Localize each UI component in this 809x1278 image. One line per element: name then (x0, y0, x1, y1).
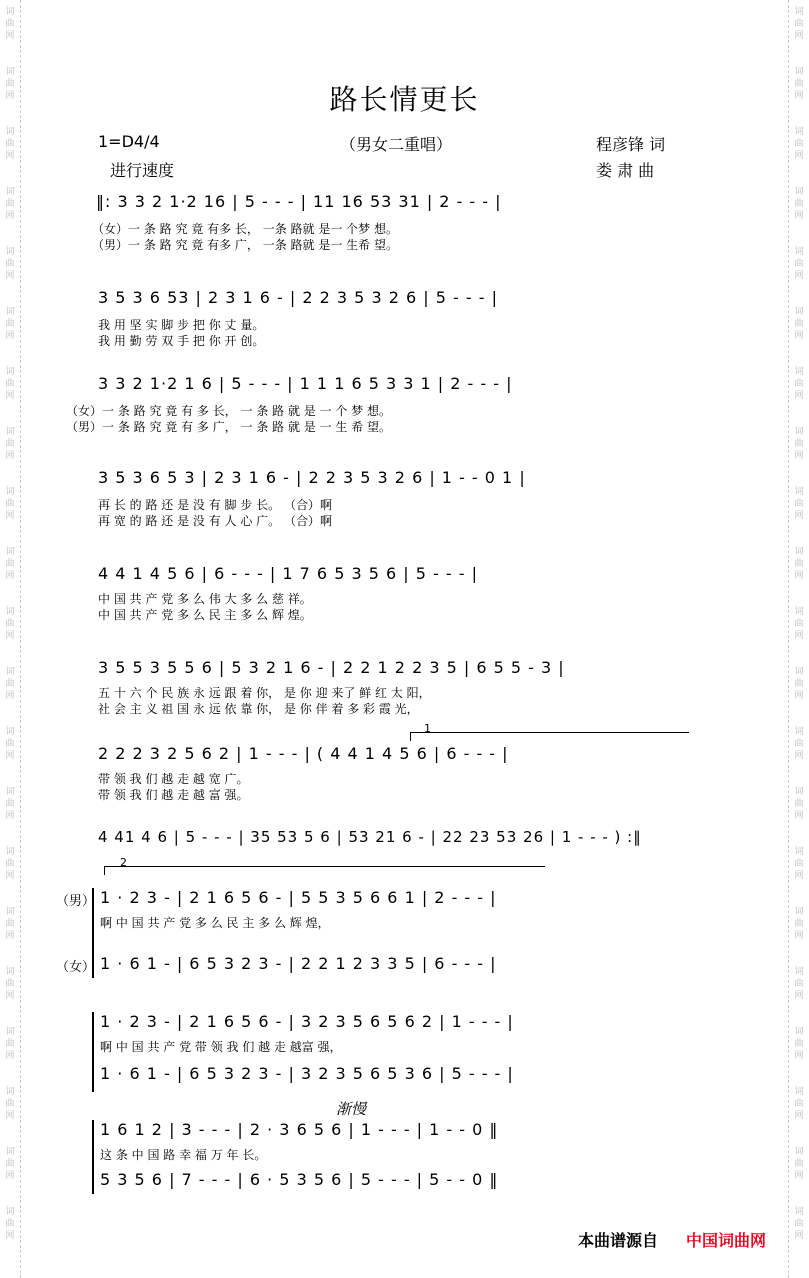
watermark-text: 词 曲 网 (794, 307, 804, 341)
watermark-text: 词 曲 网 (5, 487, 15, 521)
watermark-text: 词 曲 网 (5, 187, 15, 221)
notation-line: 3 5 3 6 53 | 2 3 1 6 - | 2 2 3 5 3 2 6 | 5 - - - | (98, 288, 498, 307)
notation-line-female: 5 3 5 6 | 7 - - - | 6 · 5 3 5 6 | 5 - - - | 5 - - 0 ‖ (100, 1170, 499, 1189)
watermark-text: 词 曲 网 (794, 547, 804, 581)
system-brace (92, 1120, 97, 1194)
lyric-line-female: （女）一 条 路 究 竟 有多 长， 一条 路就 是一 个梦 想。 (92, 222, 398, 236)
watermark-text: 词 曲 网 (794, 727, 804, 761)
watermark-text: 词 曲 网 (5, 787, 15, 821)
watermark-text: 词 曲 网 (5, 907, 15, 941)
first-ending-bracket (410, 732, 689, 741)
notation-line: 2 2 2 3 2 5 6 2 | 1 - - - | ( 4 4 1 4 5 6 | 6 - - - | (98, 744, 509, 763)
watermark-text: 词 曲 网 (794, 667, 804, 701)
lyric-line-2: 我 用 勤 劳 双 手 把 你 开 创。 (98, 334, 265, 348)
first-ending-number: 1 (424, 722, 431, 735)
watermark-text: 词 曲 网 (5, 367, 15, 401)
watermark-text: 词 曲 网 (5, 307, 15, 341)
watermark-text: 词 曲 网 (5, 127, 15, 161)
notation-line: 3 3 2 1·2 1 6 | 5 - - - | 1 1 1 6 5 3 3 1 | 2 - - - | (98, 374, 513, 393)
watermark-text: 词 曲 网 (5, 967, 15, 1001)
watermark-text: 词 曲 网 (5, 1207, 15, 1241)
lyric-line-2: 再 宽 的 路 还 是 没 有 人 心 广。 （合）啊 (98, 514, 332, 528)
watermark-text: 词 曲 网 (5, 1027, 15, 1061)
voice-label-female: （女） (56, 960, 96, 975)
source-site-name[interactable]: 中国词曲网 (686, 1231, 767, 1250)
key-signature: 1=D4/4 (98, 132, 160, 151)
notation-line-female: 1 · 6 1 - | 6 5 3 2 3 - | 2 2 1 2 3 3 5 | 6 - - - | (100, 954, 497, 973)
song-title: 路长情更长 (329, 83, 480, 116)
lyric-line-1: 五 十 六 个 民 族 永 远 跟 着 你， 是 你 迎 来了 鲜 红 太 阳， (98, 686, 431, 700)
notation-line: 4 4 1 4 5 6 | 6 - - - | 1 7 6 5 3 5 6 | 5 - - - | (98, 564, 478, 583)
notation-line: 3 5 3 6 5 3 | 2 3 1 6 - | 2 2 3 5 3 2 6 | 1 - - 0 1 | (98, 468, 526, 487)
composer-credit: 娄 肃 曲 (596, 161, 655, 180)
lyric-line-male: （男）一 条 路 究 竟 有多 广， 一条 路就 是一 生希 望。 (92, 238, 398, 252)
watermark-text: 词 曲 网 (794, 607, 804, 641)
ritardando-marking: 渐慢 (336, 1100, 367, 1118)
lyric-line-male: （男）一 条 路 究 竟 有 多 广， 一 条 路 就 是 一 生 希 望。 (66, 420, 392, 434)
voice-label-male: （男） (56, 894, 96, 909)
watermark-text: 词 曲 网 (794, 67, 804, 101)
watermark-text: 词 曲 网 (5, 727, 15, 761)
lyric-line-2: 社 会 主 义 祖 国 永 远 依 靠 你， 是 你 伴 着 多 彩 霞 光， (98, 702, 419, 716)
watermark-text: 词 曲 网 (5, 427, 15, 461)
watermark-text: 词 曲 网 (794, 7, 804, 41)
notation-line-female: 1 · 6 1 - | 6 5 3 2 3 - | 3 2 3 5 6 5 3 6 | 5 - - - | (100, 1064, 514, 1083)
lyric-line-1: 中 国 共 产 党 多 么 伟 大 多 么 慈 祥。 (98, 592, 312, 606)
lyric-line-2: 中 国 共 产 党 多 么 民 主 多 么 辉 煌。 (98, 608, 312, 622)
notation-line: 4 41 4 6 | 5 - - - | 35 53 5 6 | 53 21 6 - | 22 23 53 26 | 1 - - - ) :‖ (98, 828, 642, 846)
watermark-text: 词 曲 网 (5, 667, 15, 701)
lyric-line-1: 带 领 我 们 越 走 越 宽 广。 (98, 772, 249, 786)
watermark-text: 词 曲 网 (5, 607, 15, 641)
watermark-text: 词 曲 网 (5, 847, 15, 881)
watermark-text: 词 曲 网 (5, 1087, 15, 1121)
system-brace (92, 1012, 97, 1092)
song-subtitle: （男女二重唱） (340, 135, 453, 154)
watermark-text: 词 曲 网 (794, 247, 804, 281)
lyric-line-male: 啊 中 国 共 产 党 多 么 民 主 多 么 辉 煌， (100, 916, 330, 930)
second-ending-bracket (104, 866, 545, 875)
watermark-text: 词 曲 网 (794, 787, 804, 821)
watermark-text: 词 曲 网 (794, 847, 804, 881)
notation-line-male: 1 6 1 2 | 3 - - - | 2 · 3 6 5 6 | 1 - - - | 1 - - 0 ‖ (100, 1120, 499, 1139)
watermark-text: 词 曲 网 (5, 7, 15, 41)
watermark-text: 词 曲 网 (794, 127, 804, 161)
lyric-line-1: 再 长 的 路 还 是 没 有 脚 步 长。 （合）啊 (98, 498, 332, 512)
notation-line-male: 1 · 2 3 - | 2 1 6 5 6 - | 5 5 3 5 6 6 1 | 2 - - - | (100, 888, 497, 907)
second-ending-number: 2 (120, 856, 127, 869)
lyric-line-1: 我 用 坚 实 脚 步 把 你 丈 量。 (98, 318, 265, 332)
watermark-text: 词 曲 网 (794, 427, 804, 461)
watermark-text: 词 曲 网 (794, 367, 804, 401)
notation-line: 3 5 5 3 5 5 6 | 5 3 2 1 6 - | 2 2 1 2 2 3 5 | 6 5 5 - 3 | (98, 658, 565, 677)
source-label: 本曲谱源自 (578, 1231, 659, 1250)
watermark-text: 词 曲 网 (5, 67, 15, 101)
watermark-text: 词 曲 网 (794, 967, 804, 1001)
watermark-text: 词 曲 网 (794, 187, 804, 221)
lyric-line-female: （女）一 条 路 究 竟 有 多 长， 一 条 路 就 是 一 个 梦 想。 (66, 404, 392, 418)
lyricist-credit: 程彦锋 词 (596, 135, 666, 154)
watermark-text: 词 曲 网 (794, 907, 804, 941)
watermark-text: 词 曲 网 (5, 1147, 15, 1181)
notation-line-male: 1 · 2 3 - | 2 1 6 5 6 - | 3 2 3 5 6 5 6 2 | 1 - - - | (100, 1012, 514, 1031)
tempo-marking: 进行速度 (110, 161, 175, 180)
watermark-text: 词 曲 网 (794, 1027, 804, 1061)
notation-line: ‖: 3 3 2 1·2 16 | 5 - - - | 11 16 53 31 | 2 - - - | (96, 192, 502, 211)
lyric-line-male: 啊 中 国 共 产 党 带 领 我 们 越 走 越富 强， (100, 1040, 342, 1054)
watermark-text: 词 曲 网 (794, 487, 804, 521)
watermark-text: 词 曲 网 (794, 1207, 804, 1241)
lyric-line-2: 带 领 我 们 越 走 越 富 强。 (98, 788, 249, 802)
lyric-line: 这 条 中 国 路 幸 福 万 年 长。 (100, 1148, 267, 1162)
watermark-text: 词 曲 网 (794, 1087, 804, 1121)
watermark-text: 词 曲 网 (794, 1147, 804, 1181)
watermark-text: 词 曲 网 (5, 247, 15, 281)
watermark-text: 词 曲 网 (5, 547, 15, 581)
